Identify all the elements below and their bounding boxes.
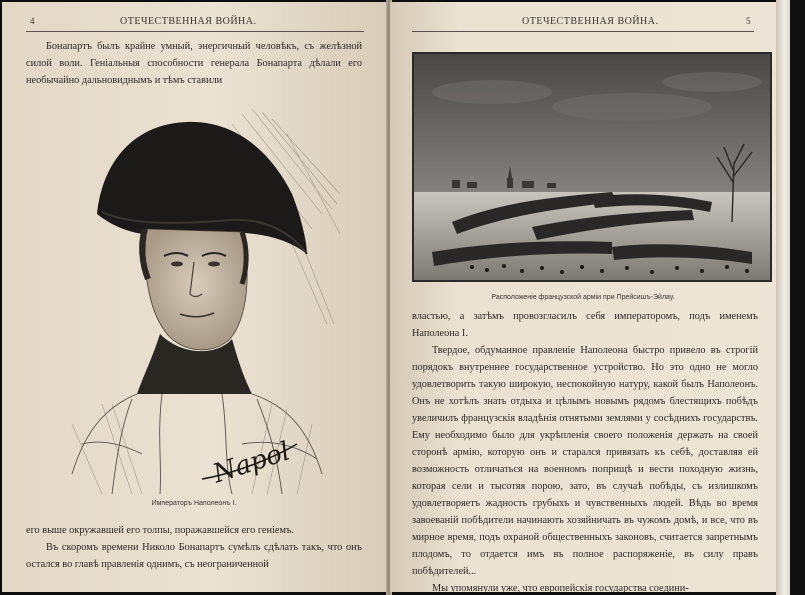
napoleon-signature: Napol <box>209 436 294 490</box>
running-title-left: ОТЕЧЕСТВЕННАЯ ВОЙНА. <box>120 16 257 27</box>
header-rule-left <box>26 31 364 32</box>
running-title-right: ОТЕЧЕСТВЕННАЯ ВОЙНА. <box>522 16 659 27</box>
battle-caption: Расположеніе французской арміи при Прейсишъ-Эйлау. <box>491 294 675 301</box>
page-edges <box>776 0 790 595</box>
page-number-right: 5 <box>746 16 751 26</box>
header-rule-right <box>412 31 754 32</box>
right-paragraph-2: Твердое, обдуманное правленіе Наполеона быстро привело въ строгій порядокъ внутреннее государственное устройство. Но это одно не могло удовлетворить такую широкую, неспокойную натуру, какой былъ Наполеонъ. Онъ не хотѣлъ знать отдыха и цѣлымъ новымъ рядомъ блестящихъ побѣдъ увеличилъ французскія владѣнія отнятыми землями у сосѣднихъ государствъ. Ему необходимо было для укрѣпленія своего положенія держать на своей сторонѣ армію, которую онъ и старался привязать къ себѣ, доставляя ей возможность отличаться на военномъ поприщѣ и вести походную жизнь, которая сели и тысотяя порою, зато, въ случаѣ побѣды, съ излишкомъ удовлетворяетъ жадность грубыхъ и чувственныхъ людей. Вѣдь во время завоеваній побѣдители начинають хозяйничать въ чужомъ домѣ, и все, что въ мирное время, подъ охраной общественныхъ законовъ, считается запретнымъ плодомъ, то отдается имъ въ полное распоряженіе, въ силу правъ побѣдителей... <box>412 345 758 577</box>
left-bottom-paragraph-2: Въ скоромъ времени Николо Бонапартъ сумѣлъ сдѣлать такъ, что онъ остался во главѣ правленія однимъ, съ неограниченной <box>26 542 362 570</box>
right-page <box>390 2 776 592</box>
dark-background-edge <box>790 0 805 595</box>
left-page <box>2 2 388 592</box>
left-bottom-text <box>26 522 362 573</box>
portrait-caption: Императоръ Наполеонъ I. <box>151 500 237 507</box>
left-top-paragraph: Бонапартъ былъ крайне умный, энергичный человѣкъ, съ желѣзной силой воли. Геніальныя способности генерала Бонапарта дѣлали его необычайно дальновиднымъ и тѣмъ ставили <box>26 41 362 86</box>
battle-engraving <box>412 52 772 282</box>
right-paragraph-3: Мы упомянули уже, что европейскія государства соедини- <box>432 583 689 592</box>
right-body-text <box>412 308 758 592</box>
left-top-text <box>26 38 362 89</box>
left-bottom-paragraph-1: его выше окружавшей его толпы, поражавшейся его геніемъ. <box>26 525 294 536</box>
right-paragraph-1: властью, а затѣмъ провозгласилъ себя императоромъ, подъ именемъ Наполеона I. <box>412 311 758 339</box>
napoleon-portrait <box>42 94 342 499</box>
page-number-left: 4 <box>30 16 35 26</box>
